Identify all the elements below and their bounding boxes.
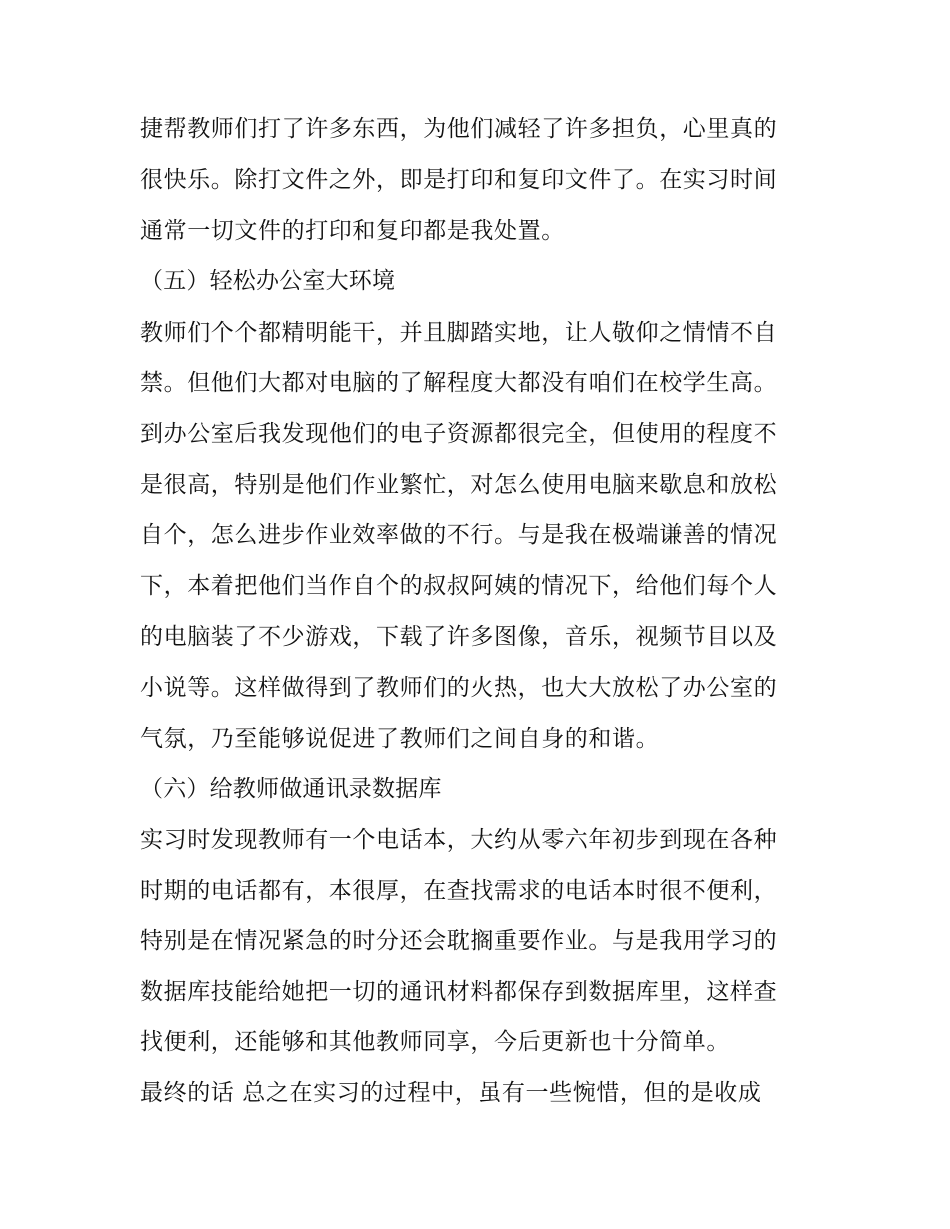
- body-text-line: 气氛，乃至能够说促进了教师们之间自身的和谐。: [140, 726, 660, 752]
- body-text-line: 的电脑装了不少游戏，下载了许多图像，音乐，视频节目以及: [140, 624, 778, 650]
- body-text-line: 很快乐。除打文件之外，即是打印和复印文件了。在实习时间: [140, 167, 778, 193]
- section-heading: （六）给教师做通讯录数据库: [140, 776, 442, 802]
- body-text-line: 教师们个个都精明能干，并且脚踏实地，让人敬仰之情情不自: [140, 320, 778, 346]
- body-text-line: 时期的电话都有，本很厚，在查找需求的电话本时很不便利，: [140, 878, 778, 904]
- body-text-line: 特别是在情况紧急的时分还会耽搁重要作业。与是我用学习的: [140, 928, 778, 954]
- section-heading: （五）轻松办公室大环境: [140, 268, 396, 294]
- body-text-line: 数据库技能给她把一切的通讯材料都保存到数据库里，这样查: [140, 979, 778, 1005]
- body-text-line: 通常一切文件的打印和复印都是我处置。: [140, 218, 565, 244]
- body-text-line: 是很高，特别是他们作业繁忙，对怎么使用电脑来歇息和放松: [140, 472, 778, 498]
- body-text-line: 禁。但他们大都对电脑的了解程度大都没有咱们在校学生高。: [140, 370, 778, 396]
- body-text-line: 自个，怎么进步作业效率做的不行。与是我在极端谦善的情况: [140, 522, 778, 548]
- body-text-line: 实习时发现教师有一个电话本，大约从零六年初步到现在各种: [140, 827, 778, 853]
- body-text-line: 到办公室后我发现他们的电子资源都很完全，但使用的程度不: [140, 421, 778, 447]
- body-text-line: 下，本着把他们当作自个的叔叔阿姨的情况下，给他们每个人: [140, 573, 778, 599]
- body-text-line: 找便利，还能够和其他教师同享，今后更新也十分简单。: [140, 1029, 730, 1055]
- body-text-line: 小说等。这样做得到了教师们的火热，也大大放松了办公室的: [140, 675, 778, 701]
- body-text-line: 捷帮教师们打了许多东西，为他们减轻了许多担负，心里真的: [140, 116, 778, 142]
- body-text-line: 最终的话 总之在实习的过程中，虽有一些惋惜，但的是收成: [140, 1080, 762, 1106]
